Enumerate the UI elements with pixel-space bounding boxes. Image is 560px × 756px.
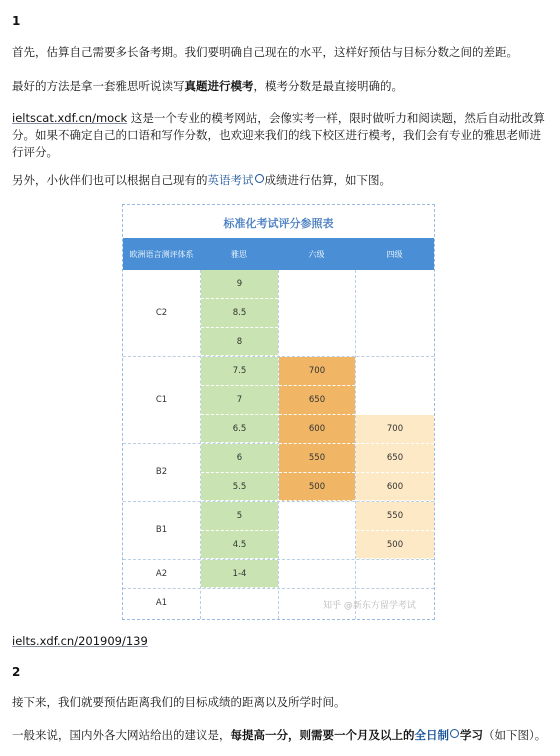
ielts-cell: 5.5 — [201, 473, 278, 501]
score-reference-figure — [122, 204, 435, 620]
section-number-2: 2 — [12, 665, 21, 679]
text: 最好的方法是拿一套雅思听说读写 — [12, 79, 185, 93]
english-exam-link[interactable]: 英语考试 — [207, 173, 254, 187]
text: 行评分。 — [12, 145, 58, 159]
bold-text: 真题进行模考 — [184, 79, 254, 93]
text: ，模考分数是最直接明确的。 — [253, 79, 403, 93]
source-paragraph — [12, 633, 548, 650]
ielts-cell: 8 — [201, 328, 278, 356]
header-cefr: 欧洲语言测评体系 — [123, 238, 200, 270]
bold-text: 学习 — [460, 728, 483, 742]
cet6-cell: 550 — [279, 444, 355, 473]
mock-site-link[interactable]: ieltscat.xdf.cn/mock — [12, 111, 128, 125]
paragraph-study-time — [12, 727, 548, 744]
section-number-1: 1 — [12, 14, 21, 28]
text: 这是一个专业的模考网站，会像实考一样，限时做听力和阅读题，然后自动批改算 — [127, 111, 545, 125]
cet4-cell: 550 — [356, 502, 434, 531]
text: 成绩进行估算，如下图。 — [264, 173, 391, 187]
ielts-cell: 7 — [201, 386, 278, 415]
figure-title: 标准化考试评分参照表 — [223, 217, 334, 230]
ielts-cell: 1-4 — [201, 560, 278, 588]
cet6-cell: 650 — [279, 386, 355, 415]
level-c1: C1 — [155, 394, 168, 405]
level-b2: B2 — [155, 467, 168, 477]
search-icon — [255, 174, 264, 183]
header-ielts: 雅思 — [200, 238, 278, 270]
ielts-cell: 4.5 — [201, 531, 278, 559]
paragraph-mock-exam — [12, 78, 548, 95]
ielts-cell: 9 — [201, 270, 278, 299]
ielts-cell: 7.5 — [201, 357, 278, 386]
cet4-cell: 500 — [356, 531, 434, 559]
search-icon — [450, 729, 459, 738]
ielts-cell: 6.5 — [201, 415, 278, 443]
paragraph-prep-period: 首先，估算自己需要多长备考期。我们要明确自己现在的水平，这样好预估与目标分数之间的差距。 — [12, 45, 518, 59]
watermark: 知乎 @新东方留学考试 — [323, 601, 416, 611]
ielts-cell: 6 — [201, 444, 278, 473]
paragraph-mock-site — [12, 110, 548, 161]
fulltime-link[interactable]: 全日制 — [414, 728, 449, 742]
header-cet6: 六级 — [278, 238, 355, 270]
bold-text: 每提高一分，则需要一个月及以上的 — [230, 728, 415, 742]
paragraph-estimate-gap: 接下来，我们就要预估距离我们的目标成绩的距离以及所学时间。 — [12, 695, 346, 709]
header-cet4: 四级 — [355, 238, 434, 270]
cet6-cell: 600 — [279, 415, 355, 444]
level-a1: A1 — [155, 597, 168, 608]
cet4-cell: 650 — [356, 444, 434, 473]
level-c2: C2 — [155, 308, 168, 318]
source-link[interactable]: ielts.xdf.cn/201909/139 — [12, 634, 148, 648]
ielts-cell: 8.5 — [201, 299, 278, 328]
ielts-cell: 5 — [201, 502, 278, 531]
cet6-cell: 700 — [279, 357, 355, 386]
cet4-cell: 700 — [356, 415, 434, 444]
text: 另外，小伙伴们也可以根据自己现有的 — [12, 173, 208, 187]
text: 分。如果不确定自己的口语和写作分数，也欢迎来我们的线下校区进行模考，我们会有专业的雅思老师进 — [12, 128, 541, 142]
text: 一般来说，国内外各大网站给出的建议是， — [12, 728, 231, 742]
paragraph-estimate — [12, 172, 548, 189]
level-b1: B1 — [155, 525, 168, 535]
cet4-cell: 600 — [356, 473, 434, 501]
text: （如下图）。 — [483, 728, 547, 742]
level-a2: A2 — [155, 568, 168, 579]
cet6-cell: 500 — [279, 473, 355, 501]
